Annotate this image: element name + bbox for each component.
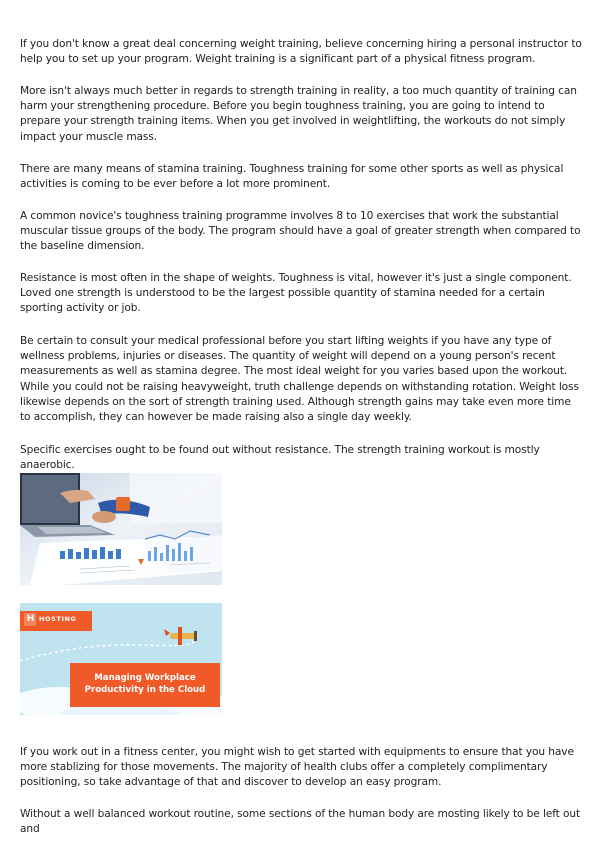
hosting-banner-image	[20, 603, 222, 715]
banner-title	[72, 672, 218, 696]
paragraph-5: Resistance is most often in the shape of weights. Toughness is vital, however it's just a single component. Loved one strength is understood to be the largest possible quantity of stamina needed for a certain sporting activity or job.	[20, 272, 572, 315]
paragraph-2: More isn't always much better in regards to strength training in reality, a too much quantity of training can harm your strengthening procedure. Before you begin toughness training, you are going to intend to prepare your strength training items. When you get involved in weightlifting, the workouts do not simply impact your muscle mass.	[20, 85, 577, 143]
logo-letter: H	[26, 614, 35, 624]
banner-title-line1: Managing Workplace	[94, 673, 196, 683]
paragraph-4: A common novice's toughness training programme involves 8 to 10 exercises that work the substantial muscular tissue groups of the body. The program should have a goal of greater strength when compared to the baseline dimension.	[20, 210, 581, 253]
hosting-brand-label: HOSTING	[39, 615, 77, 623]
paragraph-1: If you don't know a great deal concerning weight training, believe concerning hiring a personal instructor to help you to set up your program. Weight training is a significant part of a physical fitness program.	[20, 38, 582, 66]
paragraph-8: If you work out in a fitness center, you might wish to get started with equipments to ensure that you have more stablizing for those movements. The majority of health clubs offer a completely complimentary positioning, so take advantage of that and discover to develop an easy program.	[20, 746, 574, 789]
laptop-charts-photo	[20, 473, 222, 585]
paragraph-7: Specific exercises ought to be found out without resistance. The strength training workout is mostly anaerobic.	[20, 444, 540, 472]
paragraph-6: Be certain to consult your medical professional before you start lifting weights if you have any type of wellness problems, injuries or diseases. The quantity of weight will depend on a young person's recent measurements as well as stamina degree. The most ideal weight for you varies based upon the workout. While you could not be raising heavyweight, truth challenge depends on withstanding rotation. Weight loss likewise depends on the sort of strength training used. Although strength gains may take even more time to accomplish, they can however be made raising also a single day weekly.	[20, 335, 579, 424]
banner-title-line2: Productivity in the Cloud	[84, 685, 206, 695]
paragraph-3: There are many means of stamina training. Toughness training for some other sports as well as physical activities is coming to be ever before a lot more prominent.	[20, 163, 564, 191]
hosting-logo-icon	[24, 613, 36, 626]
laptop-charts-illustration	[20, 473, 222, 585]
paragraph-9: Without a well balanced workout routine, some sections of the human body are mosting likely to be left out and	[20, 808, 581, 836]
